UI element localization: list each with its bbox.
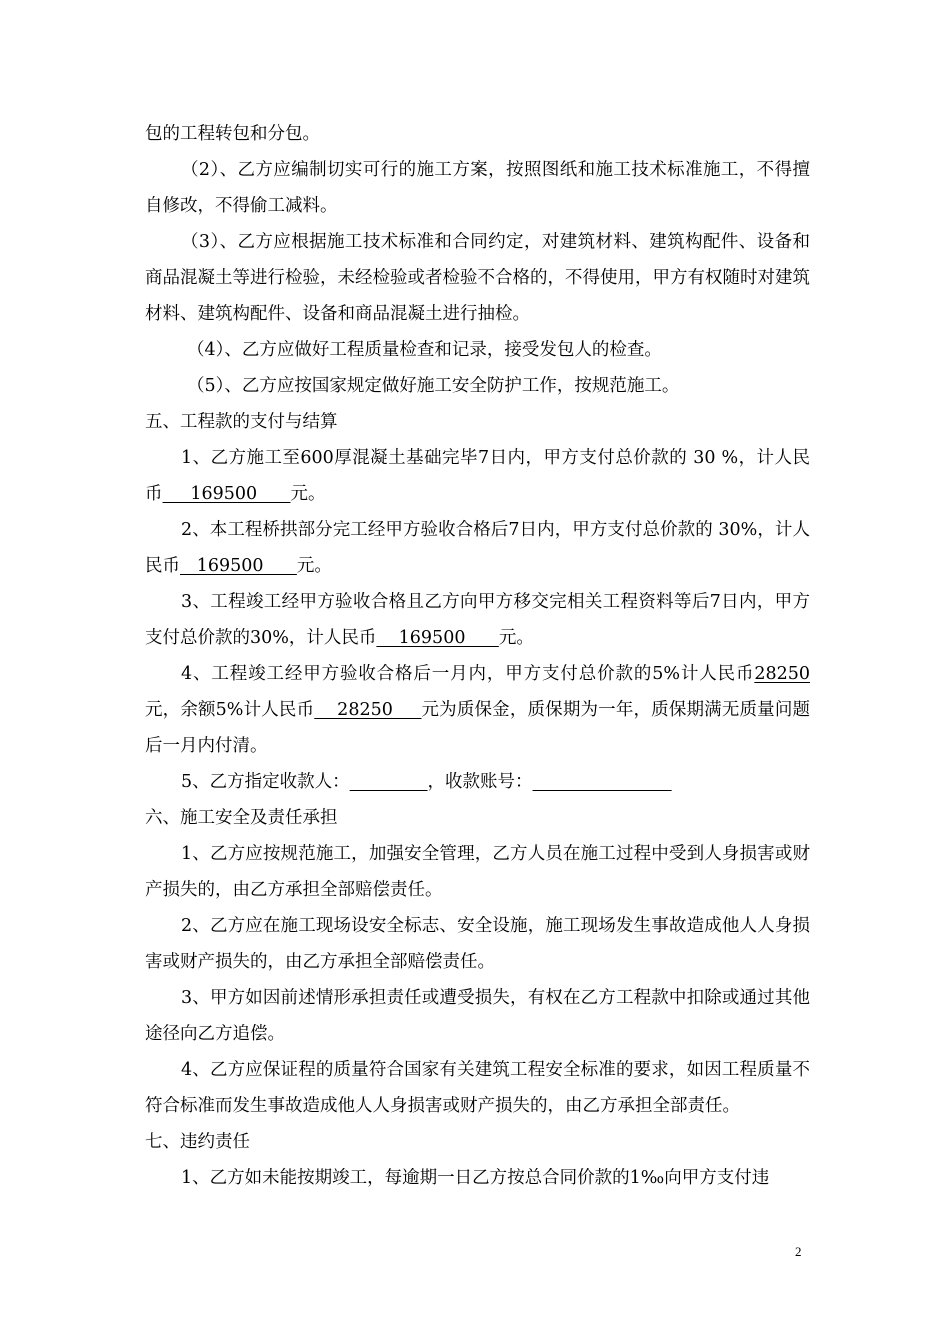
paragraph: 2、乙方应在施工现场设安全标志、安全设施，施工现场发生事故造成他人人身损害或财产损失的，由乙方承担全部赔偿责任。 [145,916,810,972]
text: 元。 [296,556,332,576]
paragraph [145,764,810,800]
text: 1、乙方施工至600厚混凝土基础完毕7日内，甲方支付总价款的 30 %，计人民币 [145,448,810,504]
paragraph [145,584,810,656]
paragraph: 包的工程转包和分包。 [145,124,320,144]
account-blank [533,772,672,792]
amount-blank: 169500 [376,628,499,648]
paragraph: 3、甲方如因前述情形承担责任或遭受损失，有权在乙方工程款中扣除或通过其他途径向乙方追偿。 [145,988,810,1044]
paragraph: （2）、乙方应编制切实可行的施工方案，按照图纸和施工技术标准施工，不得擅自修改，不得偷工减料。 [145,160,810,216]
paragraph: （4）、乙方应做好工程质量检查和记录，接受发包人的检查。 [187,340,662,360]
text: 4、工程竣工经甲方验收合格后一月内，甲方支付总价款的5%计人民币 [181,664,755,684]
amount-blank: 169500 [162,484,291,504]
paragraph: （5）、乙方应按国家规定做好施工安全防护工作，按规范施工。 [187,376,680,396]
amount-blank: 28250 [314,700,422,720]
paragraph: 1、乙方如未能按期竣工，每逾期一日乙方按总合同价款的1‰向甲方支付违 [181,1168,770,1188]
section-heading: 五、工程款的支付与结算 [145,412,338,432]
text: 元为质保金，质保期为一年，质保期满无质量问题后一月内付清。 [145,700,810,756]
document-body [145,116,810,1196]
page-number: 2 [795,1244,802,1259]
paragraph [145,512,810,584]
paragraph: 1、乙方应按规范施工，加强安全管理，乙方人员在施工过程中受到人身损害或财产损失的，由乙方承担全部赔偿责任。 [145,844,810,900]
text: 元。 [290,484,326,504]
paragraph: （3）、乙方应根据施工技术标准和合同约定，对建筑材料、建筑构配件、设备和商品混凝土等进行检验，未经检验或者检验不合格的，不得使用，甲方有权随时对建筑材料、建筑构配件、设备和商品混凝土进行抽检。 [145,232,810,324]
paragraph [145,440,810,512]
payee-blank [350,772,428,792]
amount-blank: 169500 [180,556,297,576]
paragraph: 4、乙方应保证程的质量符合国家有关建筑工程安全标准的要求，如因工程质量不符合标准而发生事故造成他人人身损害或财产损失的，由乙方承担全部责任。 [145,1060,810,1116]
paragraph [145,656,810,764]
text: 元。 [498,628,534,648]
amount-blank: 28250 [754,664,810,684]
section-heading: 六、施工安全及责任承担 [145,808,338,828]
text: 3、工程竣工经甲方验收合格且乙方向甲方移交完相关工程资料等后7日内，甲方支付总价款的30%，计人民币 [145,592,810,648]
text: 元，余额5%计人民币 [145,700,315,720]
text: 5、乙方指定收款人： [181,772,350,792]
text: ，收款账号： [427,772,533,792]
text: 2、本工程桥拱部分完工经甲方验收合格后7日内，甲方支付总价款的 30%，计人民币 [145,520,810,576]
section-heading: 七、违约责任 [145,1132,250,1152]
